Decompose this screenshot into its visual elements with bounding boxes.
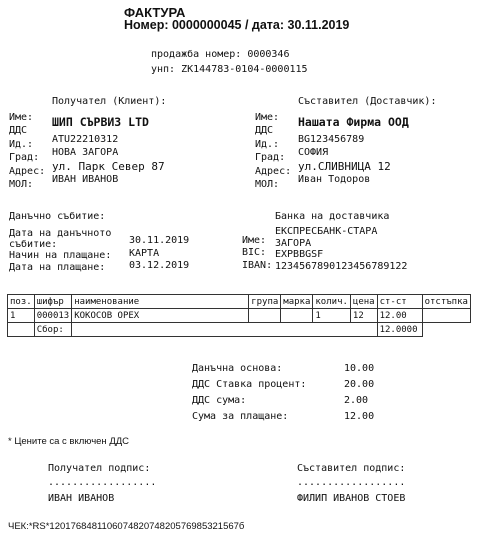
cell-group <box>249 309 281 323</box>
cell-price: 12 <box>350 309 377 323</box>
total-label-tax-base: Данъчна основа: <box>192 363 283 374</box>
table-row <box>8 309 471 323</box>
cell-brand <box>281 309 313 323</box>
supplier-address: ул.СЛИВНИЦА 12 <box>298 159 391 173</box>
col-header-brand: марка <box>281 295 313 309</box>
tax-event-labels <box>9 228 111 273</box>
col-header-price: цена <box>350 295 377 309</box>
bank-label-iban: IBAN: <box>242 259 273 271</box>
tax-event-values <box>129 235 189 273</box>
supplier-heading: Съставител (Доставчик): <box>298 96 437 107</box>
recipient-label-name: Име: <box>9 112 34 123</box>
tax-event-date: 30.11.2019 <box>129 235 190 246</box>
cell-discount <box>422 309 470 323</box>
tax-event-label-method: Начин на плащане: <box>9 250 112 262</box>
recipient-values <box>52 133 165 187</box>
supplier-name: Нашата Фирма ООД <box>298 115 409 129</box>
total-amount-due: 12.00 <box>344 411 375 422</box>
bank-label-name: Име: <box>242 235 267 246</box>
supplier-label-address: Адрес: <box>255 165 292 177</box>
supplier-mol: Иван Тодоров <box>298 174 371 186</box>
tax-event-label-payment-date: Дата на плащане: <box>9 261 106 273</box>
recipient-name: ШИП СЪРВИЗ LTD <box>52 115 149 129</box>
total-label-amount-due: Сума за плащане: <box>192 411 289 422</box>
col-header-quantity: колич. <box>313 295 351 309</box>
cell-code: 000013 <box>34 309 72 323</box>
recipient-label-mol: МОЛ: <box>9 179 34 191</box>
bank-iban: 1234567890123456789122 <box>275 260 408 272</box>
cell-value: 12.00 <box>377 309 422 323</box>
supplier-id: BG123456789 <box>298 134 365 145</box>
bank-name-line1: ЕКСПРЕСБАНК-СТАРА <box>275 226 378 237</box>
tax-event-label-date-2: събитие: <box>9 239 58 251</box>
recipient-city: НОВА ЗАГОРА <box>52 147 119 159</box>
total-vat-amount: 2.00 <box>344 395 369 406</box>
recipient-signature-dots: .................. <box>48 477 157 488</box>
supplier-label-city: Град: <box>255 152 286 164</box>
supplier-labels <box>255 111 291 191</box>
sum-row-blank <box>8 323 35 337</box>
cell-name: КОКОСОВ ОРЕХ <box>72 309 249 323</box>
total-tax-base: 10.00 <box>344 363 375 374</box>
col-header-value: ст-ст <box>377 295 422 309</box>
supplier-label-name: Име: <box>255 112 280 123</box>
tax-event-heading: Данъчно събитие: <box>9 211 106 222</box>
bank-labels <box>242 235 272 272</box>
col-header-discount: отстъпка <box>422 295 470 309</box>
col-header-code: шифър <box>34 295 72 309</box>
sum-row-spacer <box>72 323 377 337</box>
col-header-position: поз. <box>8 295 35 309</box>
recipient-address: ул. Парк Север 87 <box>52 159 165 173</box>
sale-number: продажба номер: 0000346 <box>151 49 290 60</box>
unp-number: унп: ZK144783-0104-0000115 <box>151 64 308 75</box>
bank-heading: Банка на доставчика <box>275 211 390 222</box>
tax-event-label-date-1: Дата на данъчното <box>9 228 112 239</box>
bank-values <box>275 226 407 272</box>
invoice-title: ФАКТУРА <box>124 5 186 20</box>
recipient-signature-label: Получател подпис: <box>48 463 151 474</box>
supplier-label-vat: ДДС <box>255 125 274 137</box>
cell-position: 1 <box>8 309 35 323</box>
bank-bic: EXPBBGSF <box>275 249 324 261</box>
supplier-values <box>298 133 391 187</box>
recipient-labels <box>9 111 45 191</box>
recipient-label-city: Град: <box>9 152 40 164</box>
col-header-group: група <box>249 295 281 309</box>
supplier-label-mol: МОЛ: <box>255 179 280 191</box>
recipient-label-vat: ДДС <box>9 125 28 137</box>
supplier-label-id: Ид.: <box>255 138 280 150</box>
cell-quantity: 1 <box>313 309 351 323</box>
total-label-vat-amount: ДДС сума: <box>192 395 247 406</box>
recipient-label-id: Ид.: <box>9 138 34 150</box>
bank-label-bic: BIC: <box>242 247 267 259</box>
col-header-name: наименование <box>72 295 249 309</box>
payment-date: 03.12.2019 <box>129 260 190 271</box>
recipient-vat: ATU22210312 <box>52 134 119 145</box>
invoice-number-line: Номер: 0000000045 / дата: 30.11.2019 <box>124 18 350 32</box>
total-vat-rate: 20.00 <box>344 379 375 390</box>
recipient-label-address: Адрес: <box>9 165 46 177</box>
supplier-signature-dots: .................. <box>297 477 406 488</box>
totals-labels <box>192 361 306 425</box>
supplier-signature-name: ФИЛИП ИВАНОВ СТОЕВ <box>297 493 406 504</box>
recipient-mol: ИВАН ИВАНОВ <box>52 174 119 186</box>
total-label-vat-rate: ДДС Ставка процент: <box>192 379 307 390</box>
check-line: ЧЕК:*RS*120176848110607482074820576985321567б <box>8 521 245 532</box>
supplier-signature-label: Съставител подпис: <box>297 463 406 474</box>
supplier-city: СОФИЯ <box>298 147 329 159</box>
recipient-heading: Получател (Клиент): <box>52 96 167 107</box>
sum-label: Сбор: <box>34 323 72 337</box>
totals-values <box>344 361 374 425</box>
items-header-row <box>8 295 471 309</box>
recipient-signature-name: ИВАН ИВАНОВ <box>48 493 115 504</box>
table-sum-row <box>8 323 471 337</box>
sum-value: 12.0000 <box>377 323 422 337</box>
payment-method: КАРТА <box>129 247 160 259</box>
bank-name-line2: ЗАГОРА <box>275 237 312 249</box>
items-table <box>7 294 471 337</box>
vat-note: * Цените са с включен ДДС <box>8 436 130 447</box>
